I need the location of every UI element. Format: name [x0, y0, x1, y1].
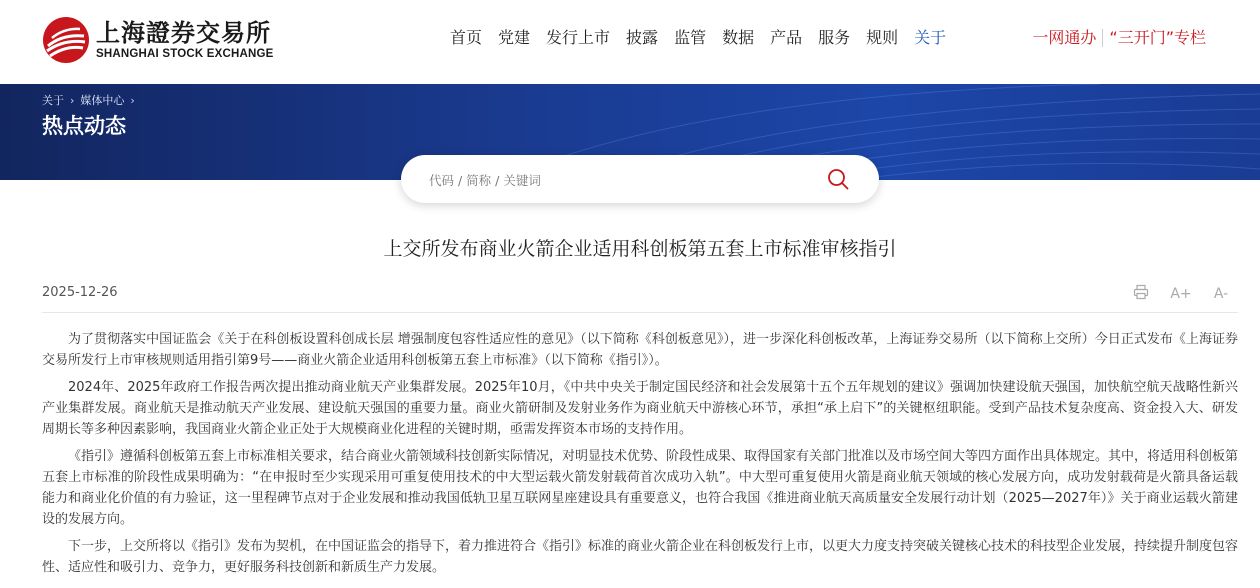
font-increase-button[interactable]: A+ [1170, 286, 1192, 302]
page-title: 热点动态 [42, 114, 126, 138]
search-input[interactable] [427, 168, 811, 192]
article-meta [42, 282, 1238, 313]
one-stop-service-link[interactable]: 一网通办 [1032, 28, 1097, 47]
nav-item-data[interactable]: 数据 [722, 28, 755, 47]
nav-item-home[interactable]: 首页 [450, 28, 483, 47]
main-nav [450, 26, 962, 50]
article-title: 上交所发布商业火箭企业适用科创板第五套上市标准审核指引 [383, 238, 897, 260]
article-paragraph: 为了贯彻落实中国证监会《关于在科创板设置科创成长层 增强制度包容性适应性的意见》（以下简称《科创板意见》），进一步深化科创板改革，上海证券交易所（以下简称上交所）今日正式发布《上海证券交易所发行上市审核规则适用指引第9号——商业火箭企业适用科创板第五套上市标准》（以下简称《指引》）。 [42, 332, 1238, 368]
sse-logo-icon [42, 16, 90, 64]
site-header [0, 0, 1260, 85]
header-links [1032, 26, 1206, 50]
header-link-divider [1102, 29, 1103, 47]
three-open-doors-link[interactable]: “三开门”专栏 [1109, 28, 1206, 47]
logo-chinese-name: 上海證券交易所 [96, 18, 271, 47]
search-icon[interactable] [827, 168, 849, 190]
article-paragraph: 下一步，上交所将以《指引》发布为契机，在中国证监会的指导下，着力推进符合《指引》标准的商业火箭企业在科创板发行上市，以更大力度支持突破关键核心技术的科技型企业发展，持续提升制度包容性、适应性和吸引力、竞争力，更好服务科技创新和新质生产力发展。 [42, 539, 1239, 575]
print-icon[interactable] [1130, 284, 1152, 304]
nav-item-rules[interactable]: 规则 [866, 28, 899, 47]
breadcrumb-about[interactable]: 关于 [42, 94, 64, 107]
nav-item-products[interactable]: 产品 [770, 28, 803, 47]
search-box [401, 155, 879, 203]
breadcrumb [42, 92, 141, 108]
nav-item-about[interactable]: 关于 [914, 28, 947, 47]
breadcrumb-media-center[interactable]: 媒体中心 [80, 94, 125, 107]
nav-item-disclosure[interactable]: 披露 [626, 28, 659, 47]
nav-item-regulation[interactable]: 监管 [674, 28, 707, 47]
nav-item-listing[interactable]: 发行上市 [546, 28, 611, 47]
nav-item-party[interactable]: 党建 [498, 28, 531, 47]
font-decrease-button[interactable]: A- [1213, 286, 1229, 302]
article-body [42, 329, 1238, 584]
article-date: 2025-12-26 [42, 285, 118, 300]
nav-item-services[interactable]: 服务 [818, 28, 851, 47]
article-tools [1112, 284, 1232, 304]
logo-english-name: SHANGHAI STOCK EXCHANGE [96, 48, 274, 60]
chevron-right-icon: › [70, 93, 75, 107]
sse-logo[interactable] [42, 14, 274, 66]
chevron-right-icon: › [130, 93, 135, 107]
article-paragraph: 《指引》遵循科创板第五套上市标准相关要求，结合商业火箭领域科技创新实际情况，对明显技术优势、阶段性成果、取得国家有关部门批准以及市场空间大等四方面作出具体规定。其中，将适用科创板第五套上市标准的阶段性成果明确为：“在申报时至少实现采用可重复使用技术的中大型运载火箭发射载荷首次成功入轨”。中大型可重复使用火箭是商业航天领域的核心发展方向，成功发射载荷是火箭具备运载能力和商业化价值的有力验证，这一里程碑节点对于企业发展和推动我国低轨卫星互联网星座建设具有重要意义，也符合我国《推进商业航天高质量安全发展行动计划（2025—2027年）》关于商业运载火箭建设的发展方向。 [42, 449, 1239, 527]
article-paragraph: 2024年、2025年政府工作报告两次提出推动商业航天产业集群发展。2025年10月，《中共中央关于制定国民经济和社会发展第十五个五年规划的建议》强调加快建设航天强国，加快航空航天战略性新兴产业集群发展。商业航天是推动航天产业发展、建设航天强国的重要力量。商业火箭研制及发射业务作为商业航天中游核心环节，承担“承上启下”的关键枢纽职能。受到产品技术复杂度高、资金投入大、研发周期长等多种因素影响，我国商业火箭企业正处于大规模商业化进程的关键时期，亟需发挥资本市场的支持作用。 [42, 380, 1238, 437]
